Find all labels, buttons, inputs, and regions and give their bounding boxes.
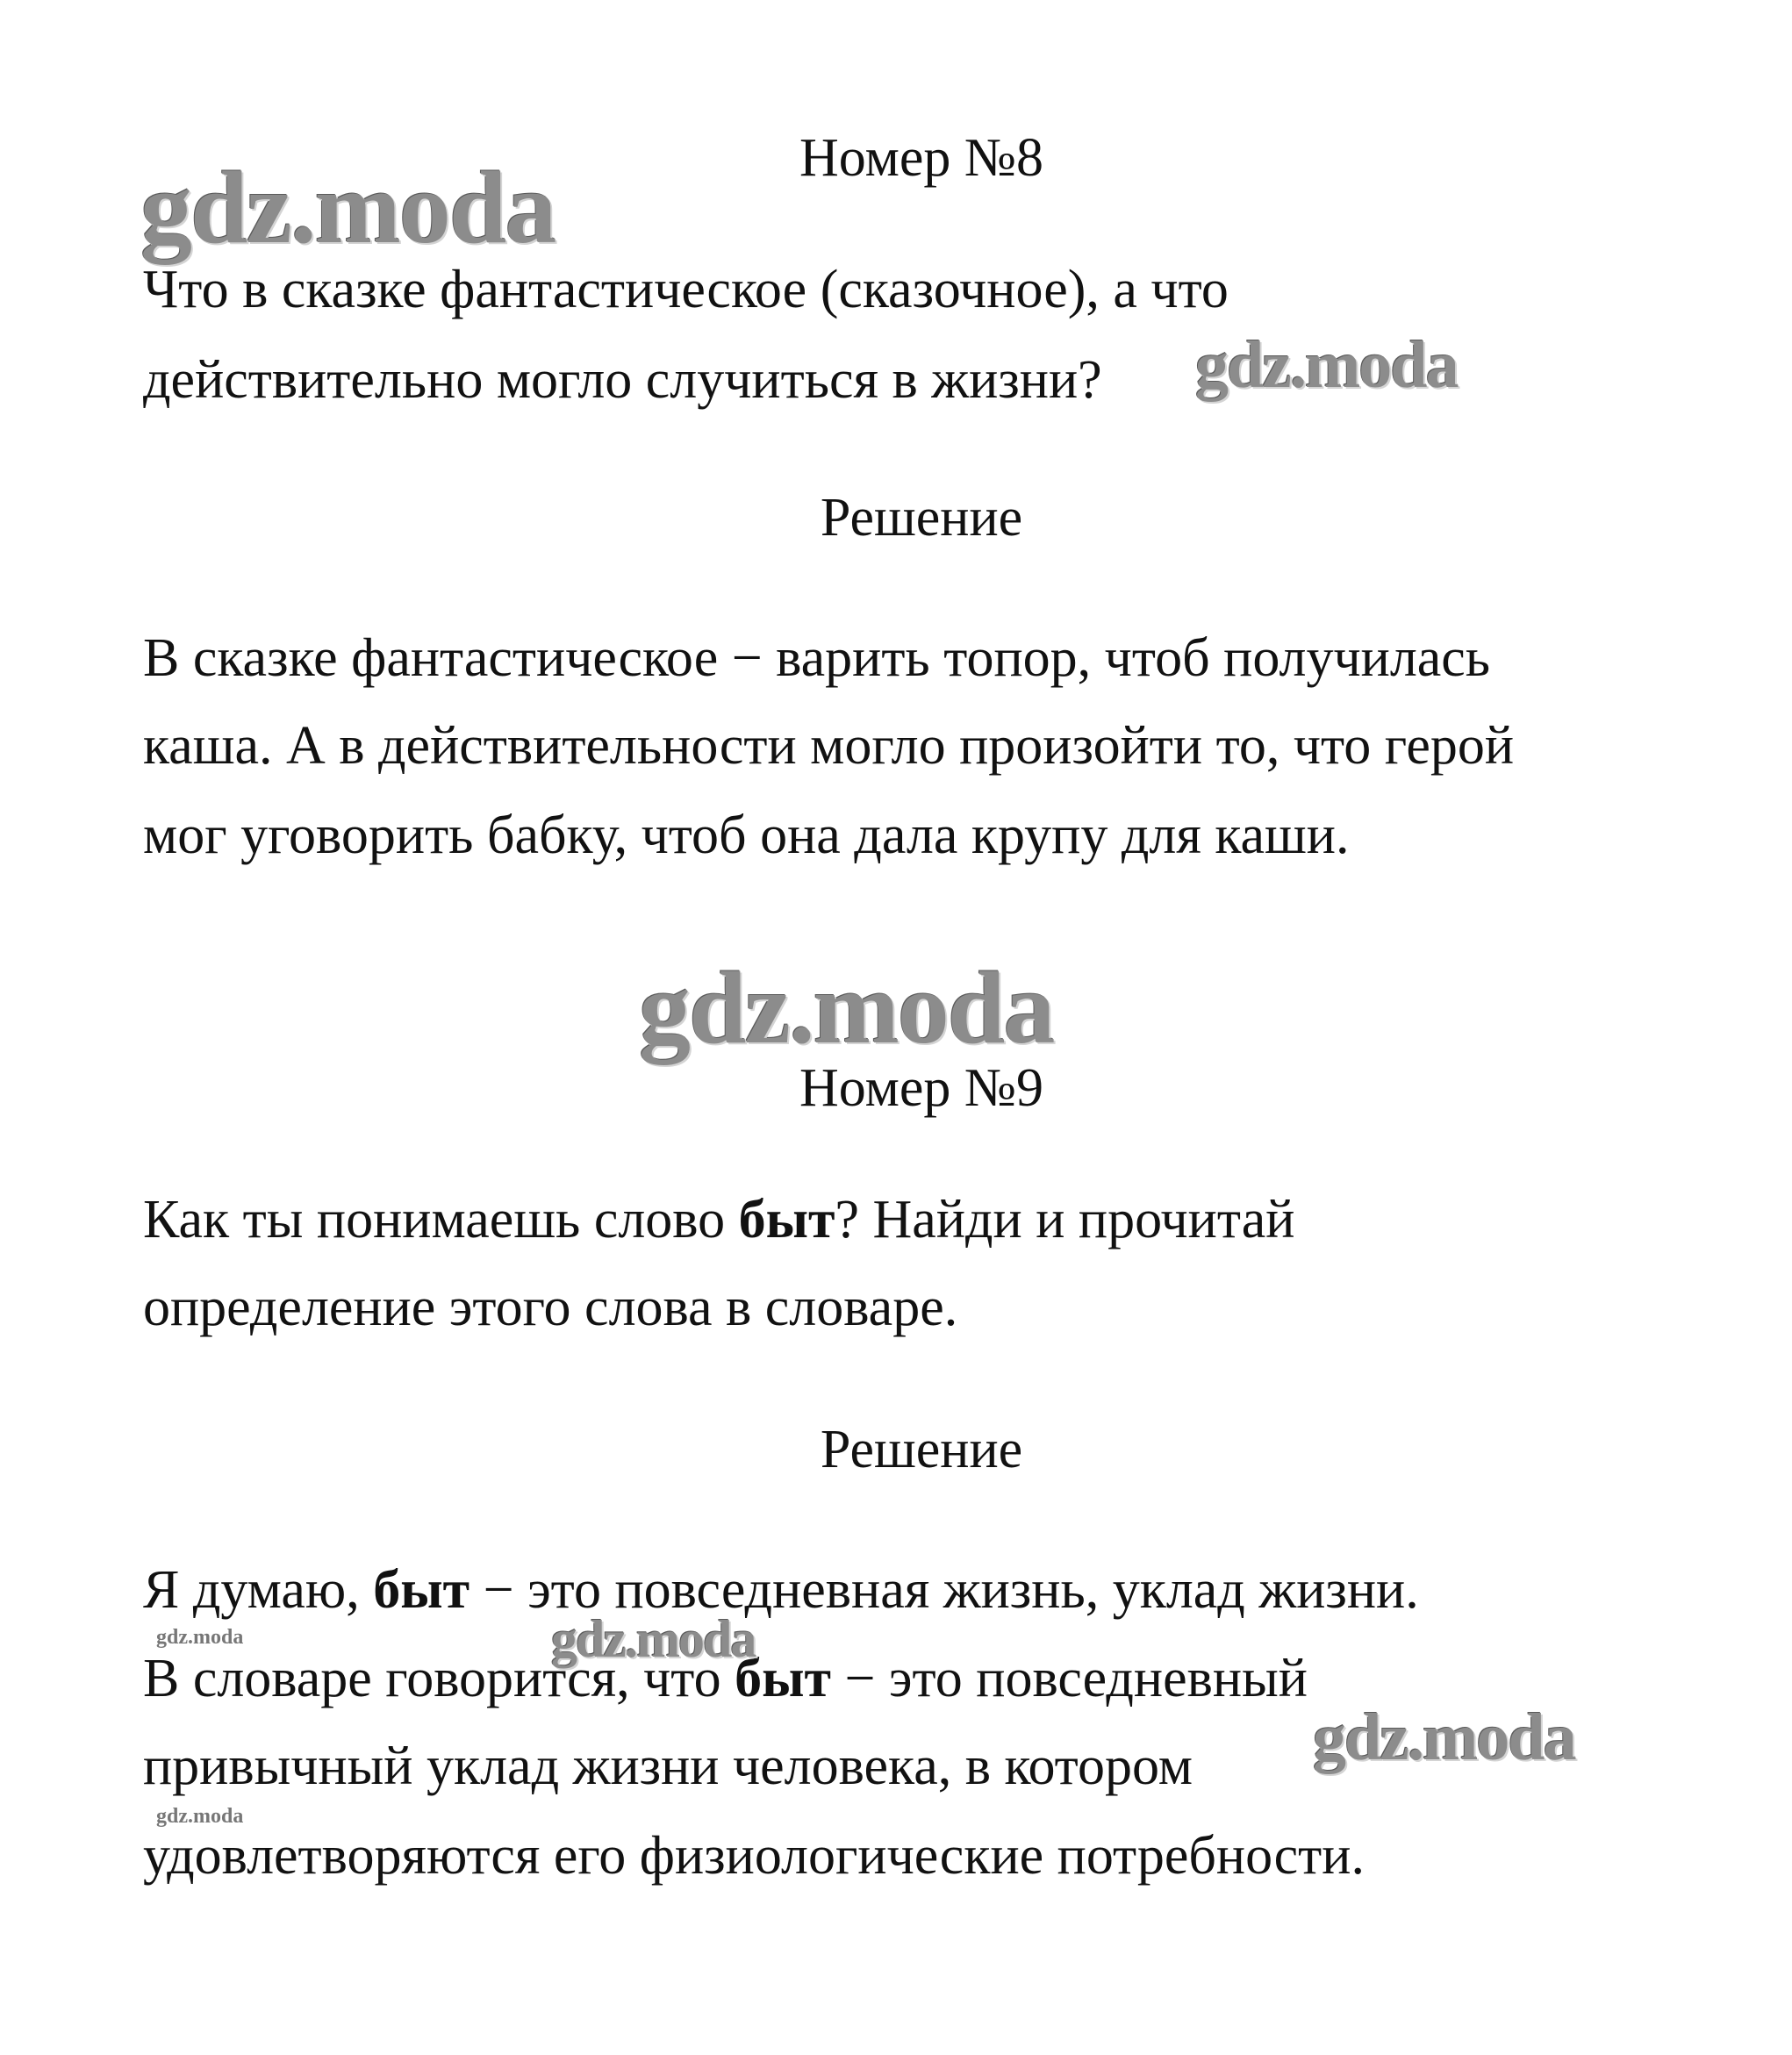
task-9-heading: Номер №9 [799,1058,1043,1118]
text-run: − это повседневная жизнь, уклад жизни. [470,1560,1419,1620]
watermark-logo: gdz.moda [639,950,1054,1065]
text-run: В словаре говорится, что [143,1649,735,1708]
task-9-answer-line-1 [143,1546,1419,1634]
task-8-question-line-1: Что в сказке фантастическое (сказочное), а что [143,260,1229,319]
watermark-logo: gdz.moda [140,150,556,265]
task-9-answer-line-3: привычный уклад жизни человека, в котором [143,1736,1193,1796]
watermark-logo: gdz.moda [156,1626,244,1649]
text-run: − это повседневный [830,1649,1308,1708]
bold-term: быт [373,1560,470,1620]
task-8-answer-line-3: мог уговорить бабку, чтоб она дала крупу для каши. [143,806,1350,865]
task-8-heading: Номер №8 [799,128,1043,188]
watermark-logo: gdz.moda [1195,328,1458,402]
bold-term: быт [735,1649,831,1708]
task-8-solution-heading: Решение [820,488,1023,548]
watermark-logo: gdz.moda [551,1610,756,1668]
text-run: Я думаю, [143,1560,374,1620]
task-8-answer-line-1: В сказке фантастическое − варить топор, чтоб получилась [143,628,1491,688]
text-run: ? Найди и прочитай [835,1190,1295,1249]
bold-term: быт [738,1190,835,1249]
task-9-question-line-1 [143,1176,1294,1264]
text-run: Как ты понимаешь слово [143,1190,739,1249]
task-8-answer-line-2: каша. А в действительности могло произойти то, что герой [143,716,1515,776]
watermark-logo: gdz.moda [156,1805,244,1828]
watermark-logo: gdz.moda [1313,1701,1575,1774]
task-9-answer-line-4: удовлетворяются его физиологические потребности. [143,1826,1365,1886]
task-8-question-line-2: действительно могло случиться в жизни? [143,350,1102,410]
task-9-question-line-2: определение этого слова в словаре. [143,1278,958,1337]
task-9-solution-heading: Решение [820,1420,1023,1479]
